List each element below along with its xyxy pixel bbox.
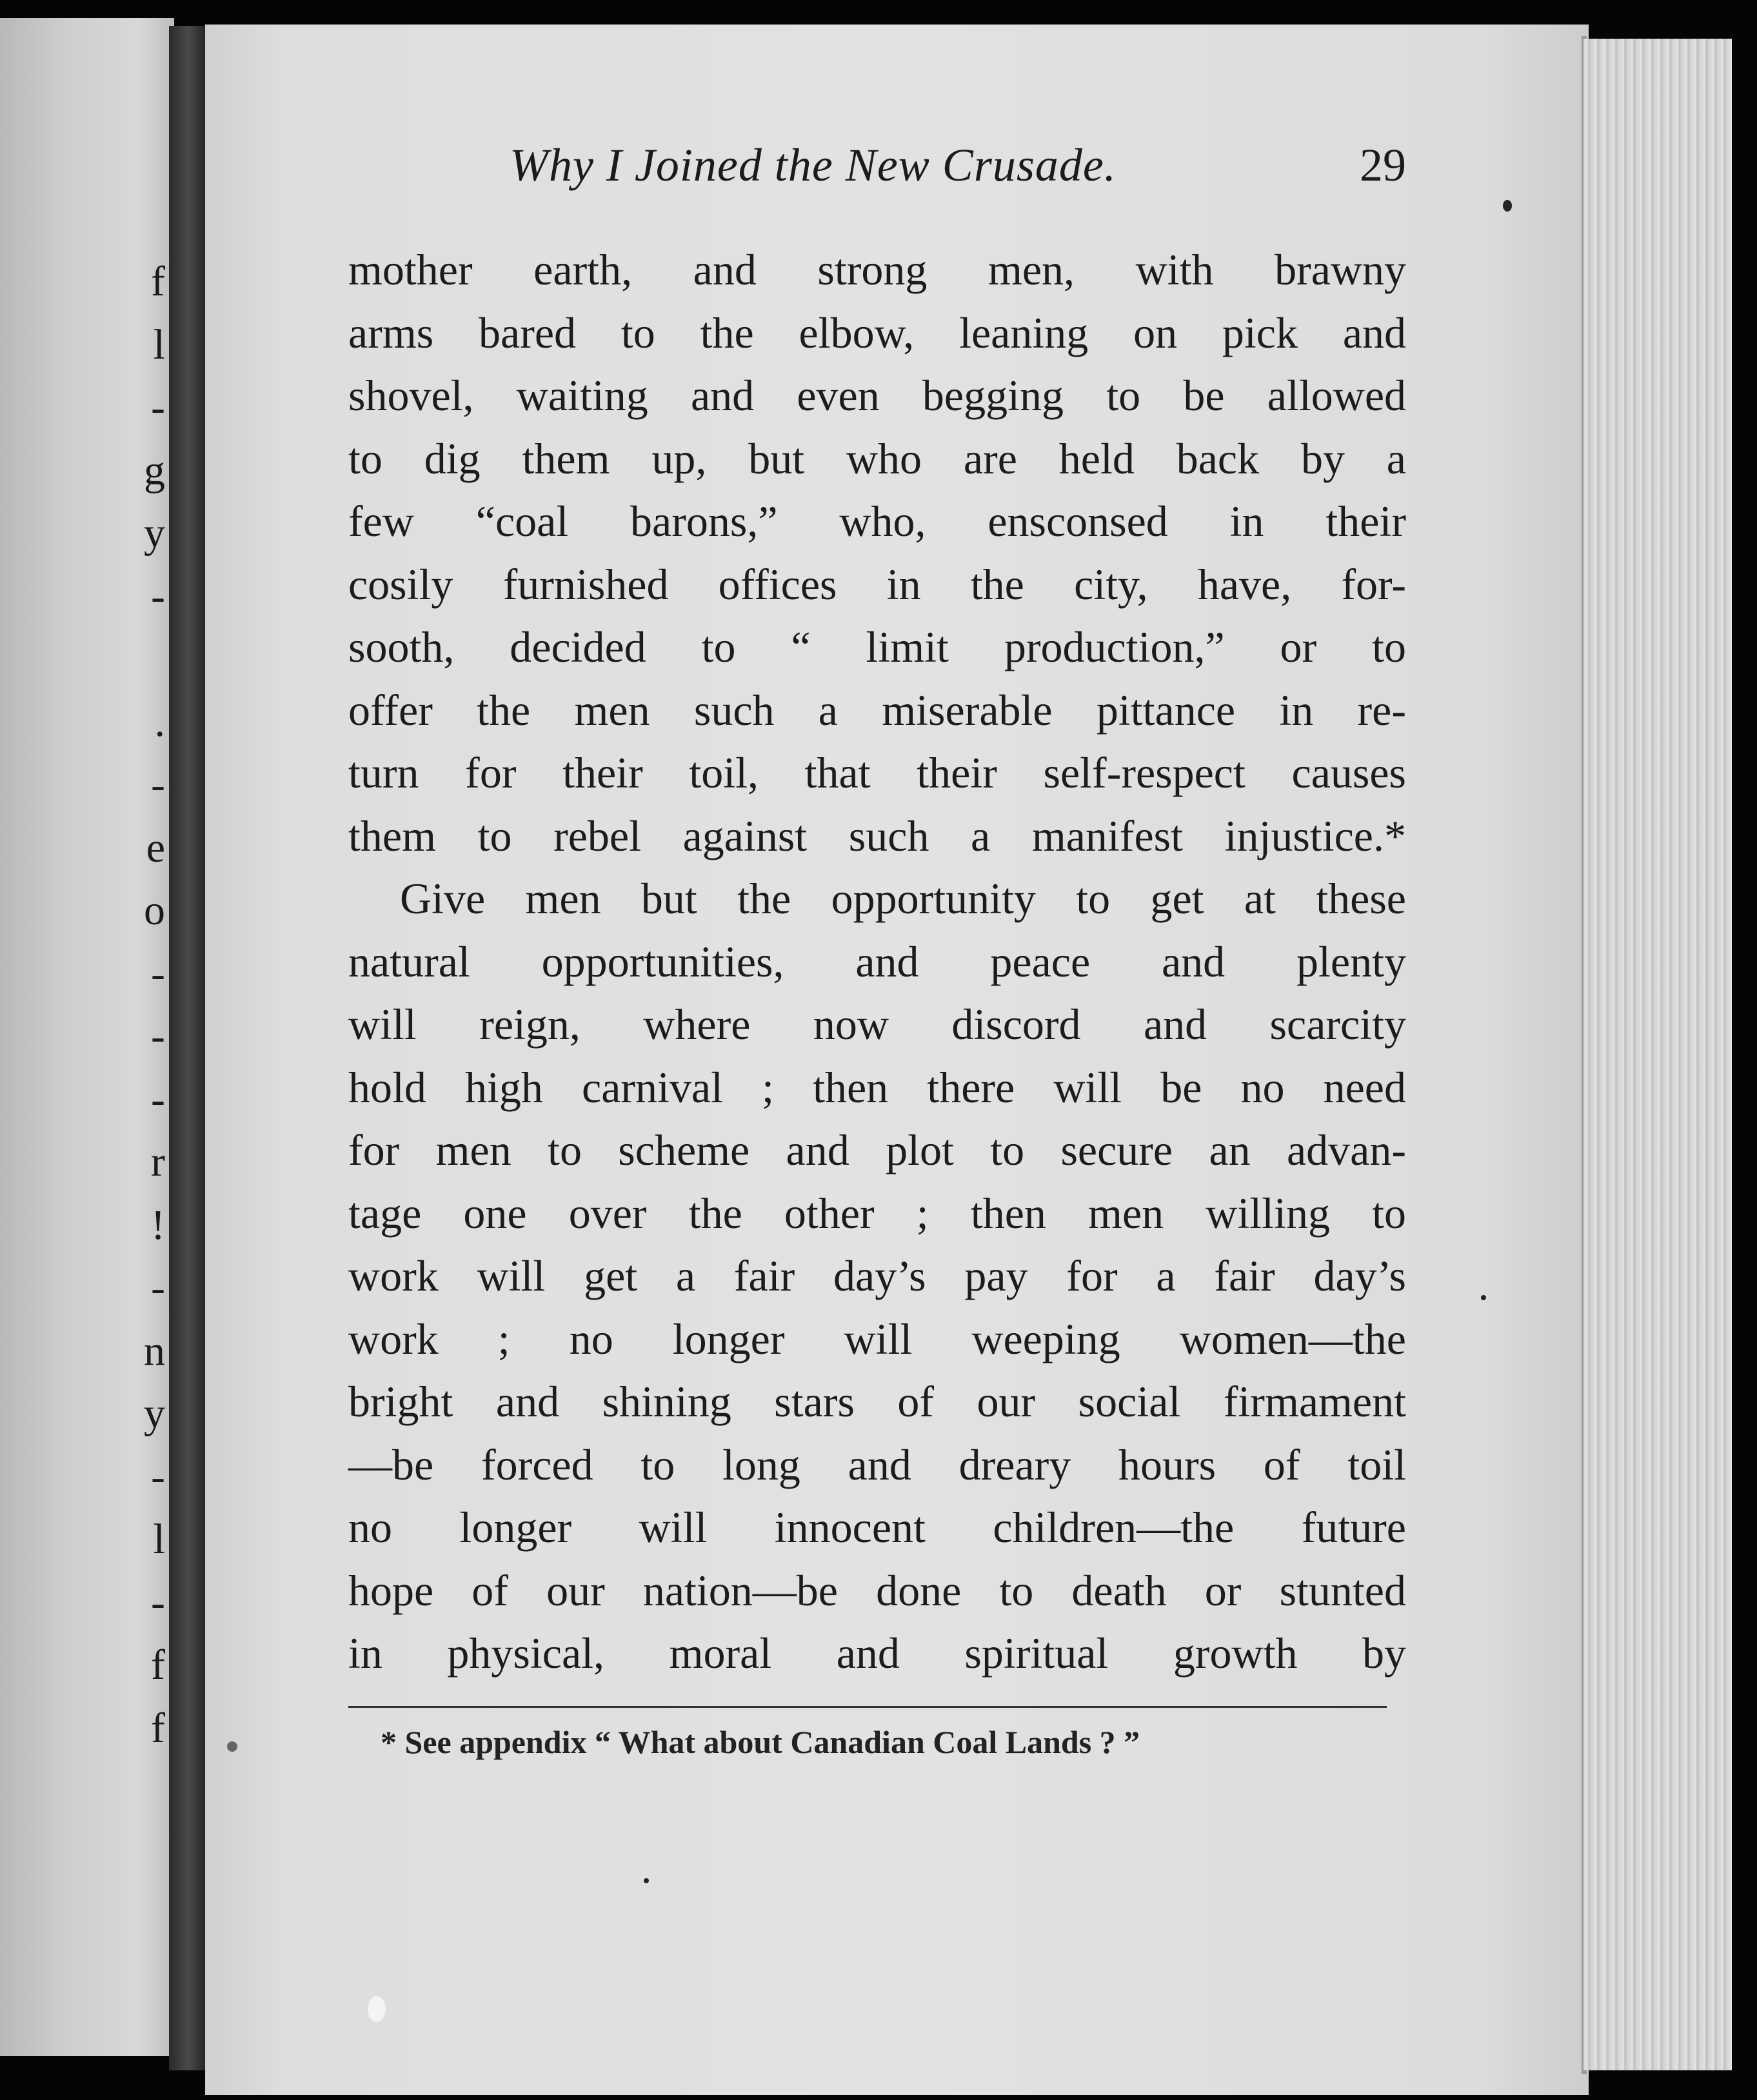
- text-line: offer the men such a miserable pittance in re-: [348, 685, 1406, 735]
- running-head: Why I Joined the New Crusade.: [510, 139, 1117, 191]
- margin-glyph: .: [154, 698, 165, 746]
- text-line: them to rebel against such a manifest injustice.*: [348, 811, 1406, 860]
- text-line: few “coal barons,” who, ensconsed in their: [348, 497, 1406, 546]
- margin-glyph: y: [144, 1390, 165, 1437]
- margin-glyph: g: [144, 446, 165, 494]
- text-line: bright and shining stars of our social firmament: [348, 1377, 1406, 1426]
- body-text: [348, 239, 1406, 1685]
- text-line: —be forced to long and dreary hours of toil: [348, 1440, 1406, 1489]
- page-header: [510, 139, 1406, 210]
- margin-glyph: -: [151, 384, 165, 431]
- scan-speck: [644, 1878, 649, 1883]
- paragraph-start-line: Give men but the opportunity to get at these: [400, 874, 1406, 923]
- footnote-rule: [348, 1706, 1387, 1708]
- margin-glyph: [126, 628, 165, 691]
- scan-speck: [1481, 1295, 1486, 1300]
- margin-glyph: -: [151, 1075, 165, 1123]
- margin-glyph: !: [151, 1201, 165, 1249]
- margin-glyph: -: [151, 1452, 165, 1500]
- margin-glyph: e: [146, 824, 165, 871]
- margin-glyph: l: [153, 321, 165, 368]
- previous-page-edge: [0, 18, 174, 2056]
- margin-glyph: f: [151, 258, 165, 305]
- margin-glyph: l: [153, 1516, 165, 1563]
- margin-glyph: -: [151, 572, 165, 620]
- margin-glyph: r: [151, 1138, 165, 1185]
- margin-glyph: o: [144, 887, 165, 934]
- scan-speck: [368, 1996, 386, 2022]
- margin-glyph: f: [151, 1641, 165, 1689]
- margin-glyph: -: [151, 1013, 165, 1060]
- text-line: work will get a fair day’s pay for a fair day’s: [348, 1251, 1406, 1300]
- text-line: turn for their toil, that their self-respect causes: [348, 748, 1406, 797]
- margin-glyph: -: [151, 1264, 165, 1311]
- text-line: hope of our nation—be done to death or stunted: [348, 1565, 1406, 1615]
- text-line: work ; no longer will weeping women—the: [348, 1314, 1406, 1363]
- text-line: to dig them up, but who are held back by a: [348, 433, 1406, 483]
- page-edge-stack: [1583, 39, 1732, 2070]
- text-line: sooth, decided to “ limit production,” or to: [348, 622, 1406, 671]
- text-line: cosily furnished offices in the city, have, for-: [348, 559, 1406, 609]
- footnote: * See appendix “ What about Canadian Coal Lands ? ”: [381, 1724, 1140, 1760]
- text-line: for men to scheme and plot to secure an advan-: [348, 1125, 1406, 1174]
- book-gutter: [169, 26, 208, 2070]
- margin-glyph: -: [151, 761, 165, 808]
- text-line: natural opportunities, and peace and plenty: [348, 936, 1406, 986]
- margin-glyph: -: [151, 949, 165, 997]
- text-line: tage one over the other ; then men willing to: [348, 1188, 1406, 1238]
- text-line: no longer will innocent children—the future: [348, 1503, 1406, 1552]
- text-line: mother earth, and strong men, with brawny: [348, 245, 1406, 294]
- scan-speck: [1503, 200, 1512, 212]
- text-line: shovel, waiting and even begging to be allowed: [348, 371, 1406, 420]
- text-line: hold high carnival ; then there will be no need: [348, 1062, 1406, 1112]
- text-line: arms bared to the elbow, leaning on pick and: [348, 308, 1406, 357]
- text-line: in physical, moral and spiritual growth by: [348, 1629, 1406, 1678]
- margin-glyph: n: [144, 1327, 165, 1374]
- scan-speck: [227, 1741, 237, 1752]
- margin-glyph: f: [151, 1704, 165, 1752]
- margin-glyph: -: [151, 1578, 165, 1626]
- text-line: will reign, where now discord and scarcity: [348, 1000, 1406, 1049]
- margin-glyph: y: [144, 510, 165, 557]
- page-number: 29: [1360, 139, 1406, 191]
- previous-page-line-endings: [126, 250, 165, 1759]
